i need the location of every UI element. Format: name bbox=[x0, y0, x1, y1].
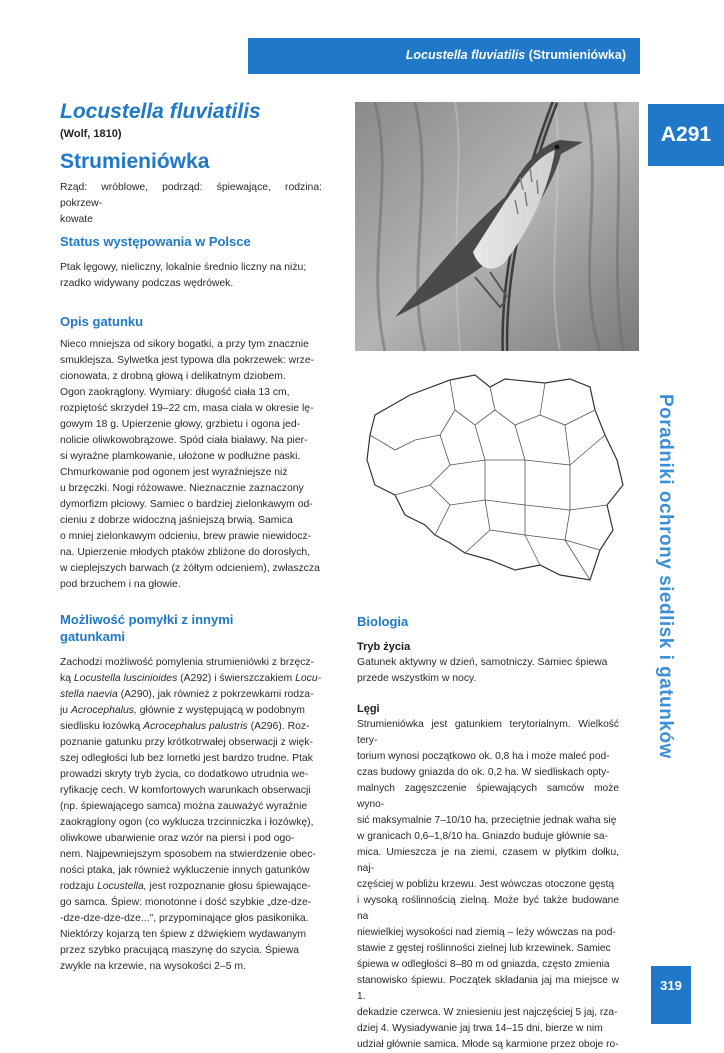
text-span: zwykle na krzewie, na wysokości 2–5 m. bbox=[60, 961, 246, 972]
text-line bbox=[60, 751, 322, 767]
series-title-vertical bbox=[650, 394, 680, 784]
italic-species-name: Acrocephalus, bbox=[70, 705, 137, 716]
text-line: stanowisko śpiewu. Początek składania jaj ma miejsce w 1. bbox=[357, 975, 619, 1002]
text-span: poznanie gatunku przy krótkotrwałej obserwacji z więk- bbox=[60, 737, 313, 748]
species-latin-name: Locustella fluviatilis bbox=[60, 100, 261, 123]
text-line bbox=[60, 879, 322, 895]
text-span: ką bbox=[60, 673, 74, 684]
text-line: sić maksymalnie 7–10/10 ha, przeciętnie jednak waha się bbox=[357, 815, 617, 826]
confusion-heading bbox=[60, 611, 322, 645]
status-heading: Status występowania w Polsce bbox=[60, 234, 251, 249]
poland-map-outline bbox=[355, 365, 639, 590]
italic-species-name: Locustella luscinioides bbox=[73, 673, 178, 684]
text-line: Ogon zaokrąglony. Wymiary: długość ciała 13 cm, bbox=[60, 387, 290, 398]
text-span: -dze-dze-dze-dze...", przypominające głos pasikonika. bbox=[60, 913, 309, 924]
lifestyle-text bbox=[357, 655, 619, 687]
text-line bbox=[60, 655, 322, 671]
text-span: rodzaju bbox=[60, 881, 97, 892]
text-span: szej odległości lub bez lornetki jest bardzo trudne. Ptak bbox=[60, 753, 313, 764]
header-polish: (Strumieniówka) bbox=[528, 48, 626, 62]
running-header-title bbox=[406, 48, 626, 62]
country-outline bbox=[367, 375, 623, 580]
species-author: (Wolf, 1810) bbox=[60, 128, 122, 140]
page-number: 319 bbox=[660, 978, 682, 993]
text-line: czas budowy gniazda do ok. 0,2 ha. W siedliskach opty- bbox=[357, 767, 610, 778]
italic-species-name: Locustella, bbox=[96, 881, 147, 892]
text-line bbox=[60, 895, 322, 911]
text-line: torium wynosi początkowo ok. 0,8 ha i może maleć pod- bbox=[357, 751, 610, 762]
text-line: niewielkiej wysokości nad ziemią – leży wówczas na pod- bbox=[357, 927, 616, 938]
text-line: śpiewa w odległości 8–80 m od gniazda, często zmienia bbox=[357, 959, 610, 970]
confusion-heading-line: gatunkami bbox=[60, 629, 126, 644]
text-line bbox=[60, 719, 322, 735]
text-line bbox=[60, 943, 322, 959]
text-line: udział głównie samica. Młode są karmione przez oboje ro- bbox=[357, 1039, 619, 1050]
text-line: cionowata, z drobną głową i delikatnym dziobem. bbox=[60, 371, 286, 382]
species-code: A291 bbox=[660, 123, 712, 146]
text-span: zaokrąglony ogon (co wyklucza trzcinniczka i łozówkę), bbox=[60, 817, 314, 828]
italic-species-name: Locu- bbox=[295, 673, 322, 684]
text-line: o mniej zielonkawym odcieniu, brew prawie niewidocz- bbox=[60, 531, 312, 542]
header-latin: Locustella fluviatilis bbox=[405, 48, 526, 62]
text-line: częściej w pobliżu krzewu. Jest wówczas otoczone gęstą bbox=[357, 879, 615, 890]
text-line: w cieplejszych barwach (z żółtym odcieniem), zwłaszcza bbox=[60, 563, 320, 574]
taxonomy-line: kowate bbox=[60, 214, 93, 225]
series-title-text: Poradniki ochrony siedlisk i gatunków bbox=[655, 394, 676, 759]
status-text bbox=[60, 260, 322, 292]
text-line: stawie z gęstej roślinności zielnej lub krzewinek. Samiec bbox=[357, 943, 611, 954]
text-line bbox=[60, 815, 322, 831]
bird-illustration bbox=[355, 102, 639, 351]
text-line: Chmurkowanie pod ogonem jest wyraźniejsze niż bbox=[60, 467, 288, 478]
text-line bbox=[60, 735, 322, 751]
text-span: ności ptaka, jak również wykluczenie innych gatunków bbox=[60, 865, 310, 876]
text-line bbox=[60, 911, 322, 927]
taxonomy-text bbox=[60, 180, 322, 228]
page-number-box bbox=[651, 966, 691, 1024]
status-line: Ptak lęgowy, nieliczny, lokalnie średnio liczny na niżu; bbox=[60, 262, 307, 273]
text-span: przez szybko pracującą maszynę do szycia. Śpiewa bbox=[60, 945, 300, 956]
text-span: go samca. Śpiew: monotonne i dość szybkie „dze-dze- bbox=[60, 897, 312, 908]
text-span: Niektórzy kojarzą ten śpiew z dźwiękiem wydawanym bbox=[60, 929, 306, 940]
text-line bbox=[60, 847, 322, 863]
text-line bbox=[60, 831, 322, 847]
text-line: u brzęczki. Nogi różowawe. Nieznacznie zaznaczony bbox=[60, 483, 304, 494]
text-line: smuklejsza. Sylwetka jest typowa dla pokrzewek: wrze- bbox=[60, 355, 315, 366]
text-span: Zachodzi możliwość pomylenia strumieniówki z brzęcz- bbox=[60, 657, 315, 668]
status-line: rzadko widywany podczas wędrówek. bbox=[60, 278, 234, 289]
text-line bbox=[60, 783, 322, 799]
text-line: nolicie oliwkowobrązowe. Spód ciała białawy. Na pier- bbox=[60, 435, 308, 446]
text-line: gowym 18 g. Upierzenie głowy, grzbietu i ogona jed- bbox=[60, 419, 301, 430]
bird-photo bbox=[355, 102, 639, 351]
text-span: siedlisku łozówką bbox=[60, 721, 144, 732]
confusion-text bbox=[60, 655, 322, 975]
biology-heading: Biologia bbox=[357, 614, 409, 629]
text-span: głównie z występującą w podobnym bbox=[136, 705, 305, 716]
text-span: oliwkowe ubarwienie oraz wzór na piersi i pod ogo- bbox=[60, 833, 295, 844]
text-span: prowadzi skryty tryb życia, co dodatkowo utrudnia we- bbox=[60, 769, 309, 780]
text-line: w granicach 0,6–1,8/10 ha. Gniazdo buduje głównie sa- bbox=[357, 831, 608, 842]
taxonomy-line: Rząd: wróblowe, podrząd: śpiewające, rodzina: pokrzew- bbox=[60, 182, 322, 209]
text-line: pod brzuchem i na głowie. bbox=[60, 579, 181, 590]
text-span: ju bbox=[60, 705, 71, 716]
text-line bbox=[60, 959, 322, 975]
text-span: nem. Najpewniejszym sposobem na stwierdzenie obec- bbox=[60, 849, 316, 860]
text-span: ryfikację cech. W komfortowych warunkach obserwacji bbox=[60, 785, 311, 796]
text-line: mica. Umieszcza je na ziemi, czasem w płytkim dołku, naj- bbox=[357, 847, 619, 874]
text-line: malnych zagęszczenie śpiewających samców może wyno- bbox=[357, 783, 619, 810]
text-span: (np. śpiewającego samca) można zauważyć wyraźnie bbox=[60, 801, 308, 812]
text-span: (A290), jak również z pokrzewkami rodza- bbox=[117, 689, 314, 700]
text-span: (A296). Roz- bbox=[247, 721, 310, 732]
text-line: rozpiętość skrzydeł 19–22 cm, masa ciała w okresie lę- bbox=[60, 403, 314, 414]
description-heading: Opis gatunku bbox=[60, 314, 144, 329]
text-line: dziej 4. Wysiadywanie jaj trwa 14–15 dni, bierze w nim bbox=[357, 1023, 603, 1034]
lifestyle-heading: Tryb życia bbox=[357, 641, 411, 653]
text-line: Nieco mniejsza od sikory bogatki, a przy tym znacznie bbox=[60, 339, 309, 350]
italic-species-name: Acrocephalus palustris bbox=[143, 721, 248, 732]
text-line: si wyraźne plamkowanie, ułożone w podłużne paski. bbox=[60, 451, 301, 462]
text-line: dekadzie czerwca. W zniesieniu jest najczęściej 5 jaj, rza- bbox=[357, 1007, 618, 1018]
text-line: cieniu z dobrze widoczną jaśniejszą brwią. Samica bbox=[60, 515, 293, 526]
breeding-heading: Lęgi bbox=[357, 703, 380, 715]
text-line bbox=[60, 687, 322, 703]
text-line bbox=[60, 927, 322, 943]
text-line: na. Upierzenie młodych ptaków zbliżone do dorosłych, bbox=[60, 547, 311, 558]
text-line: i wysoką roślinnością zielną. Może być także budowane na bbox=[357, 895, 619, 922]
text-line bbox=[60, 799, 322, 815]
species-code-tab bbox=[648, 104, 724, 166]
running-header bbox=[248, 38, 640, 74]
italic-species-name: stella naevia bbox=[60, 689, 118, 700]
text-line bbox=[60, 703, 322, 719]
text-span: jest rozpoznanie głosu śpiewające- bbox=[146, 881, 311, 892]
lifestyle-line: Gatunek aktywny w dzień, samotniczy. Samiec śpiewa bbox=[357, 657, 608, 668]
breeding-text bbox=[357, 717, 619, 1053]
species-polish-name: Strumieniówka bbox=[60, 150, 210, 173]
text-line bbox=[60, 671, 322, 687]
text-line: Strumieniówka jest gatunkiem terytorialnym. Wielkość tery- bbox=[357, 719, 619, 746]
text-line bbox=[60, 863, 322, 879]
text-span: (A292) i świerszczakiem bbox=[177, 673, 296, 684]
confusion-heading-line: Możliwość pomyłki z innymi bbox=[60, 612, 234, 627]
distribution-map bbox=[355, 365, 639, 590]
description-text bbox=[60, 337, 322, 593]
text-line: dymorfizm płciowy. Samiec o bardziej zielonkawym od- bbox=[60, 499, 313, 510]
lifestyle-line: przede wszystkim w nocy. bbox=[357, 673, 477, 684]
text-line bbox=[60, 767, 322, 783]
